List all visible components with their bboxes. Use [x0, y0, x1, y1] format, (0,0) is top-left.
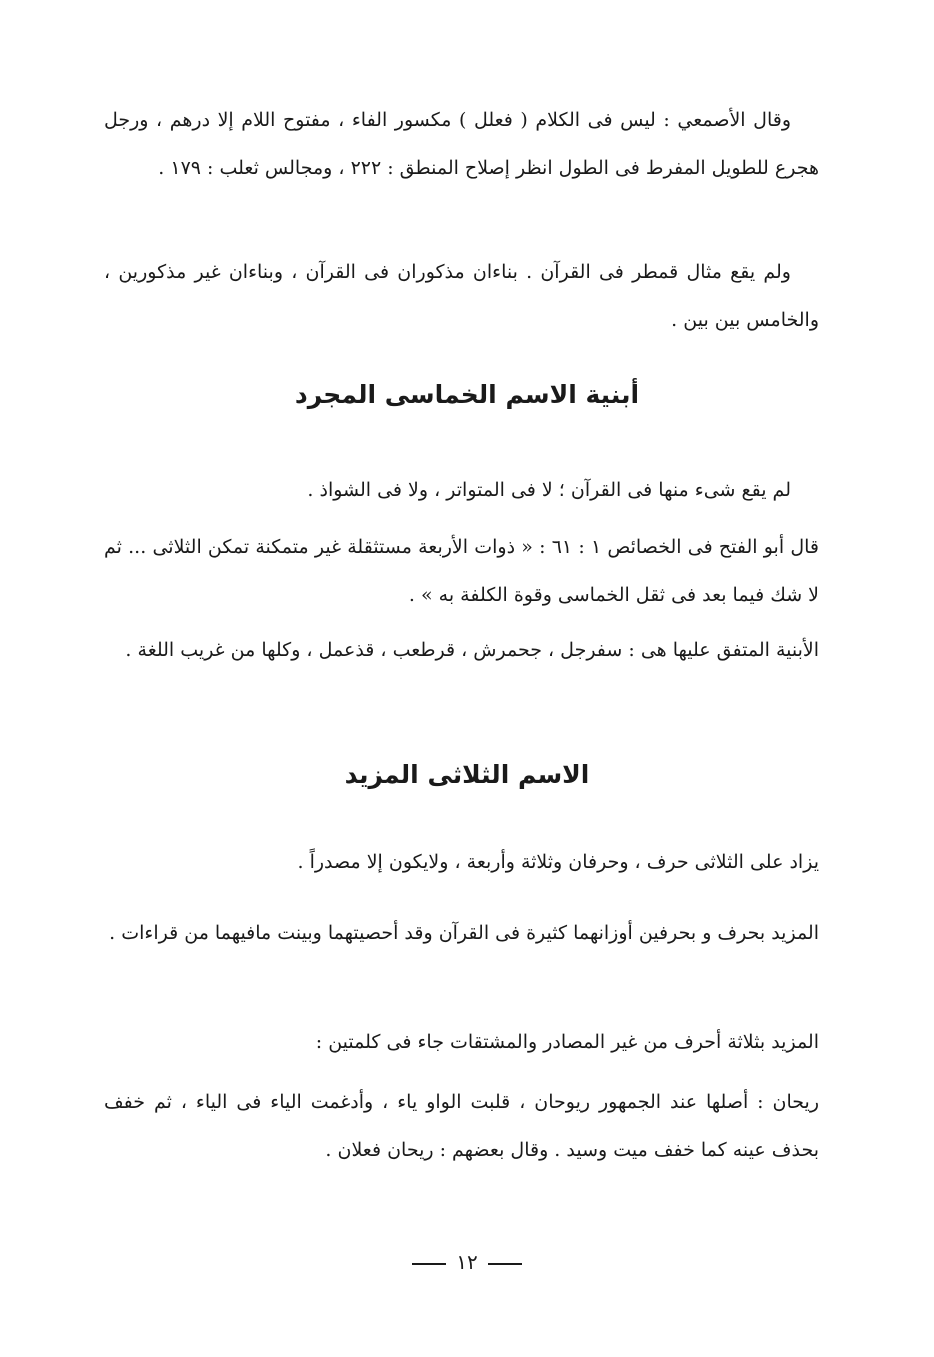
page-number-dash-left: [412, 1263, 446, 1265]
page-number-dash-right: [488, 1263, 522, 1265]
page-number-footer: [0, 1250, 934, 1274]
page-number: ١٢: [456, 1250, 478, 1274]
paragraph-not-in-quran: لم يقع شىء منها فى القرآن ؛ لا فى المتواتر ، ولا فى الشواذ .: [307, 479, 791, 501]
paragraph-rayhan: ريحان : أصلها عند الجمهور ريوحان ، قلبت الواو ياء ، وأدغمت الياء فى الياء ، ثم خفف بحذف عينه كما خفف ميت وسيد . وقال بعضهم : ريحان فعلان .: [104, 1091, 819, 1161]
heading-quintuple-noun: أبنية الاسم الخماسى المجرد: [294, 380, 640, 409]
paragraph-three-letters: المزيد بثلاثة أحرف من غير المصادر والمشتقات جاء فى كلمتين :: [315, 1031, 819, 1053]
paragraph-asmai-quote: وقال الأصمعي : ليس فى الكلام ( فعلل ) مكسور الفاء ، مفتوح اللام إلا درهم ، ورجل هجرع للطويل المفرط فى الطول انظر إصلاح المنطق : ٢٢٢ ، ومجالس ثعلب : ١٧٩ .: [104, 109, 819, 179]
paragraph-qimtar: ولم يقع مثال قمطر فى القرآن . بناءان مذكوران فى القرآن ، وبناءان غير مذكورين ، والخامس بين بين .: [104, 261, 819, 331]
paragraph-agreed-patterns: الأبنية المتفق عليها هى : سفرجل ، جحمرش ، قرطعب ، قذعمل ، وكلها من غريب اللغة .: [125, 639, 819, 661]
heading-augmented-triliteral: الاسم الثلاثى المزيد: [344, 760, 590, 789]
paragraph-one-two-letters: المزيد بحرف و بحرفين أوزانهما كثيرة فى القرآن وقد أحصيتهما وبينت مافيهما من قراءات .: [109, 922, 819, 944]
paragraph-augmentation: يزاد على الثلاثى حرف ، وحرفان وثلاثة وأربعة ، ولايكون إلا مصدراً .: [297, 851, 819, 873]
paragraph-khasais-quote: قال أبو الفتح فى الخصائص ١ : ٦١ : « ذوات الأربعة مستثقلة غير متمكنة تمكن الثلاثى ... ثم لا شك فيما بعد فى ثقل الخماسى وقوة الكلفة به » .: [104, 536, 819, 606]
